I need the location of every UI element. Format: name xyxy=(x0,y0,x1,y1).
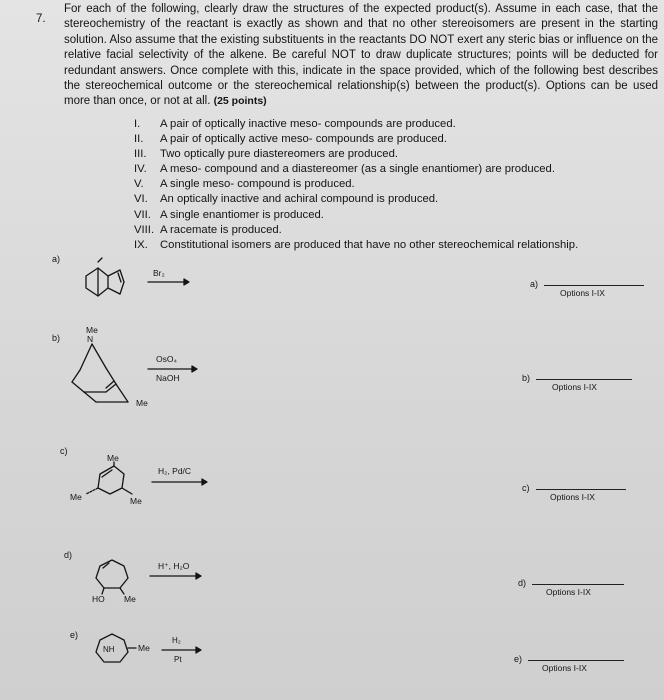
label-e-me: Me xyxy=(138,643,150,653)
option-number: III. xyxy=(134,148,147,161)
option-text: A pair of optically inactive meso- compounds are produced. xyxy=(160,118,456,130)
question-text: For each of the following, clearly draw the structures of the expected product(s). Assume in each case, that the stereochemistry of the reactant is exactly as shown and that no other stereoisomers are present in the starting solution. Also assume that the existing substituents in the reactants DO NOT exert any steric bias or influence on the relative facial selectivity of the alkene. Be careful NOT to draw duplicate structures; points will be deducted for redundant answers. Once complete with this, indicate in the space provided, which of the following best describes the stereochemical outcome or the stereochemical relationship(s) between the product(s). Options can be used more than once, or not at all. xyxy=(64,3,658,108)
reagent-b-top: OsO₄ xyxy=(156,354,177,364)
label-c-me-left: Me xyxy=(70,492,82,502)
structure-e-heterocycle xyxy=(96,634,136,662)
reagent-e-top: H₂ xyxy=(172,636,181,645)
part-d-label: d) xyxy=(64,550,73,560)
option-text: A single enantiomer is produced. xyxy=(160,208,324,221)
answer-label: b) xyxy=(522,373,531,383)
question-points: (25 points) xyxy=(213,95,267,108)
option-number: IX. xyxy=(134,238,148,251)
part-a-label: a) xyxy=(52,254,61,264)
label-d-me: Me xyxy=(124,594,136,604)
reagent-a-top: Br₂ xyxy=(153,268,165,278)
arrow-b xyxy=(148,366,197,372)
answer-label: c) xyxy=(522,483,530,493)
option-text: A pair of optically active meso- compounds are produced. xyxy=(160,133,447,146)
label-b-me-top: Me xyxy=(86,325,98,335)
reagent-c-top: H₂, Pd/C xyxy=(158,466,192,476)
label-b-n: N xyxy=(87,334,94,344)
part-c-label: c) xyxy=(60,446,68,456)
label-c-me-right: Me xyxy=(130,496,142,506)
label-d-ho: HO xyxy=(92,594,105,604)
option-number: V. xyxy=(134,178,144,191)
option-number: VII. xyxy=(134,208,151,221)
label-c-me-top: Me xyxy=(107,453,119,463)
option-number: VI. xyxy=(134,193,148,206)
label-b-me-bottom: Me xyxy=(136,398,148,408)
option-number: II. xyxy=(134,133,144,146)
answer-options-hint: Options I-IX xyxy=(552,382,597,392)
part-e-label: e) xyxy=(70,630,79,640)
answer-options-hint: Options I-IX xyxy=(542,663,587,673)
reagent-b-bottom: NaOH xyxy=(156,373,180,383)
structure-c-trimethyl-cyclohexene xyxy=(86,462,132,494)
answer-label: d) xyxy=(518,578,527,588)
answer-label: e) xyxy=(514,654,523,664)
option-text: A meso- compound and a diastereomer (as a single enantiomer) are produced. xyxy=(160,163,555,176)
structure-a-bicyclic-alkene xyxy=(86,258,124,296)
arrow-c xyxy=(152,479,207,485)
reagent-e-bottom: Pt xyxy=(174,655,182,664)
arrow-e xyxy=(162,647,201,653)
structure-d-cycloheptene xyxy=(96,560,128,594)
answer-label: a) xyxy=(530,279,539,289)
part-b-label: b) xyxy=(52,333,61,343)
answer-options-hint: Options I-IX xyxy=(550,492,595,502)
option-text: Two optically pure diastereomers are produced. xyxy=(160,148,398,161)
arrow-a xyxy=(148,279,189,285)
structure-b-bicyclic-amine xyxy=(72,344,128,402)
answer-options-hint: Options I-IX xyxy=(546,587,591,597)
option-text: An optically inactive and achiral compound is produced. xyxy=(160,193,439,206)
answer-options-hint: Options I-IX xyxy=(560,288,605,298)
option-text: Constitutional isomers are produced that have no other stereochemical relationship. xyxy=(160,238,579,251)
option-text: A racemate is produced. xyxy=(160,223,282,236)
reagent-d-top: H⁺, H₂O xyxy=(158,561,190,571)
option-number: IV. xyxy=(134,163,147,176)
arrow-d xyxy=(150,573,201,579)
label-e-nh: NH xyxy=(103,645,115,654)
option-number: I. xyxy=(134,118,141,130)
option-number: VIII. xyxy=(134,223,155,236)
option-text: A single meso- compound is produced. xyxy=(160,178,355,191)
question-number: 7. xyxy=(36,13,46,25)
